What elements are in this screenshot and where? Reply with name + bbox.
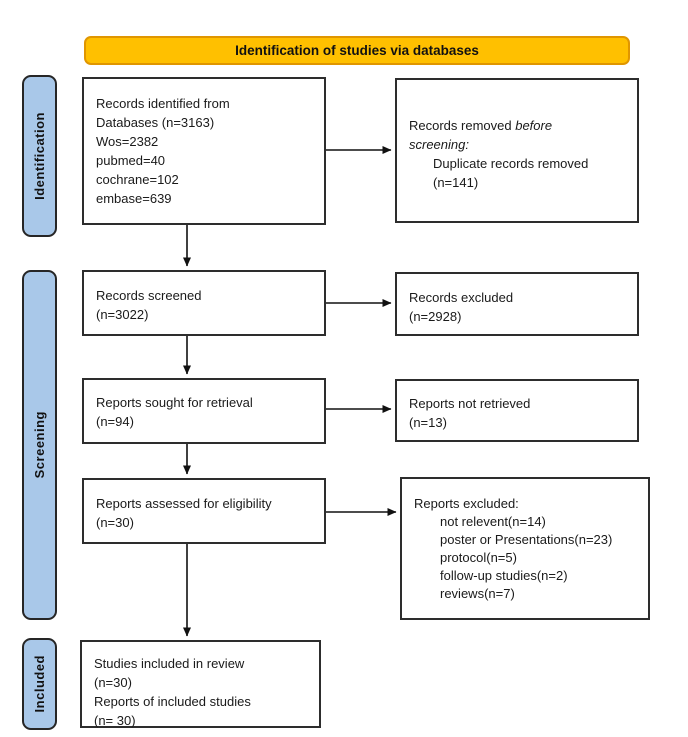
box-studies-included	[80, 640, 321, 728]
box-text-line: (n=13)	[409, 415, 447, 430]
box-text-line: (n=30)	[94, 675, 132, 690]
box-text-line: not relevent(n=14)	[440, 514, 546, 529]
box-text-line: Records excluded	[409, 290, 514, 305]
box-text-line: (n=3022)	[96, 307, 149, 322]
box-text-line: Reports excluded:	[414, 496, 519, 511]
stage-label-identification: Identification	[32, 112, 47, 200]
box-records-excluded	[395, 272, 639, 336]
box-reports-excluded	[400, 477, 650, 620]
box-text-line: Wos=2382	[96, 134, 159, 149]
box-text-line: Records removed before	[409, 118, 553, 133]
box-text-line: Reports not retrieved	[409, 396, 531, 411]
box-text-line: Records screened	[96, 288, 202, 303]
box-text-line: reviews(n=7)	[440, 586, 515, 601]
box-text-line: embase=639	[96, 191, 172, 206]
box-text-line: (n= 30)	[94, 713, 136, 728]
stage-pill-screening	[22, 270, 57, 620]
box-text-line: pubmed=40	[96, 153, 166, 168]
box-records-screened	[82, 270, 326, 336]
box-text-line: Reports sought for retrieval	[96, 395, 253, 410]
box-text-line: follow-up studies(n=2)	[440, 568, 568, 583]
header-title: Identification of studies via databases	[235, 43, 479, 58]
stage-pill-identification	[22, 75, 57, 237]
box-text-line: Duplicate records removed	[433, 156, 589, 171]
stage-pill-included	[22, 638, 57, 730]
box-text-line: (n=2928)	[409, 309, 462, 324]
header-banner	[84, 36, 630, 65]
box-reports-assessed	[82, 478, 326, 544]
box-text-line: cochrane=102	[96, 172, 179, 187]
box-text-line: (n=94)	[96, 414, 134, 429]
box-reports-sought	[82, 378, 326, 444]
box-text-line: Studies included in review	[94, 656, 245, 671]
box-text-line: poster or Presentations(n=23)	[440, 532, 613, 547]
box-text-line: Records identified from	[96, 96, 230, 111]
box-text-line: Databases (n=3163)	[96, 115, 215, 130]
stage-label-screening: Screening	[32, 411, 47, 479]
box-text-line: protocol(n=5)	[440, 550, 517, 565]
box-records-removed-before-screening	[395, 78, 639, 223]
box-text-line: screening:	[409, 137, 469, 152]
box-records-identified	[82, 77, 326, 225]
box-text-line: (n=141)	[433, 175, 479, 190]
box-text-line: (n=30)	[96, 515, 134, 530]
box-text-line: Reports assessed for eligibility	[96, 496, 272, 511]
box-reports-not-retrieved	[395, 379, 639, 442]
stage-label-included: Included	[32, 655, 47, 713]
box-text-line: Reports of included studies	[94, 694, 251, 709]
